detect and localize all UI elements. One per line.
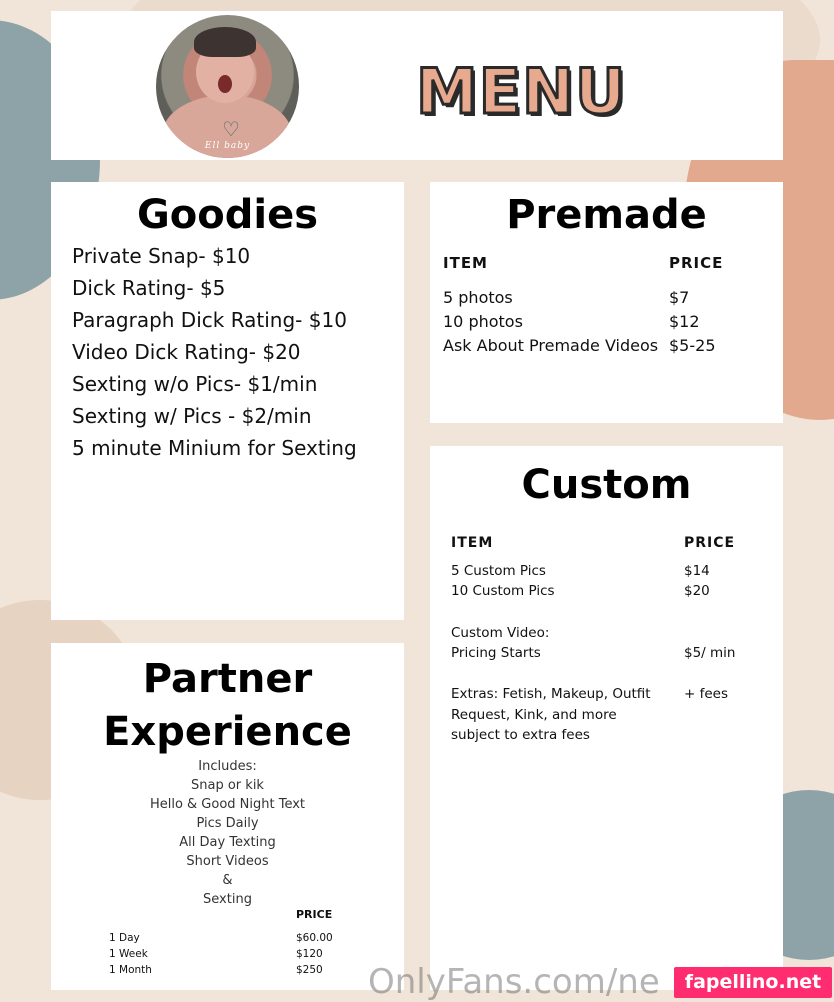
table-cell-item: 5 Custom Pics (451, 563, 546, 579)
premade-prices (669, 286, 716, 358)
table-cell-price: $12 (669, 312, 700, 331)
list-item: Sexting (203, 892, 252, 907)
partner-price-header: PRICE (296, 908, 333, 921)
list-item: Short Videos (186, 854, 269, 869)
list-item: Pics Daily (196, 816, 259, 831)
partner-card (51, 643, 404, 990)
goodies-list (72, 240, 357, 464)
list-item: Private Snap- $10 (72, 244, 251, 268)
list-item: Sexting w/ Pics - $2/min (72, 404, 312, 428)
premade-item-header: ITEM (443, 254, 488, 272)
premade-title: Premade (506, 192, 707, 238)
partner-includes-list (51, 757, 404, 909)
avatar-label: Ell baby (204, 141, 251, 151)
table-cell-price: + fees (684, 686, 729, 702)
table-cell-item: Ask About Premade Videos (443, 336, 659, 355)
table-cell-item: 1 Day (109, 932, 140, 944)
custom-extras-line: Request, Kink, and more (451, 707, 617, 723)
partner-title-line: Experience (103, 709, 352, 755)
list-item: & (222, 873, 233, 888)
brand-badge: fapellino.net (674, 967, 832, 998)
list-item: 5 minute Minium for Sexting (72, 436, 357, 460)
list-item: Includes: (198, 759, 257, 774)
list-item: All Day Texting (179, 835, 276, 850)
table-cell-item: 5 photos (443, 288, 513, 307)
site-watermark: OnlyFans.com/ne (368, 962, 660, 1002)
custom-title: Custom (521, 462, 692, 508)
page-title: MENU (416, 55, 627, 128)
goodies-title: Goodies (136, 192, 319, 238)
table-cell-price: $7 (669, 288, 690, 307)
table-cell-price: $60.00 (296, 932, 333, 944)
goodies-card (51, 182, 404, 620)
custom-extras-line: Extras: Fetish, Makeup, Outfit (451, 686, 651, 702)
table-cell-price: $5/ min (684, 645, 736, 661)
premade-card (430, 182, 783, 423)
partner-title (51, 653, 404, 759)
avatar-hair-shape (194, 27, 256, 57)
header-card (51, 11, 783, 160)
list-item: Sexting w/o Pics- $1/min (72, 372, 318, 396)
avatar (156, 15, 299, 158)
premade-items (443, 286, 658, 358)
table-cell-price: $20 (684, 583, 710, 599)
list-item: Hello & Good Night Text (149, 797, 306, 812)
heart-tattoo-icon: ♡ (222, 117, 240, 141)
list-item: Snap or kik (191, 778, 264, 793)
custom-video-label: Custom Video: (451, 625, 550, 641)
table-cell-price: $14 (684, 563, 710, 579)
partner-title-line: Partner (142, 656, 313, 702)
table-cell-item: Pricing Starts (451, 645, 541, 661)
table-cell-item: 10 photos (443, 312, 523, 331)
custom-card (430, 446, 783, 990)
custom-extras-line: subject to extra fees (451, 727, 590, 743)
list-item: Video Dick Rating- $20 (72, 340, 301, 364)
table-cell-item: 1 Month (109, 964, 152, 976)
custom-price-header: PRICE (684, 535, 736, 551)
table-cell-price: $120 (296, 948, 323, 960)
list-item: Paragraph Dick Rating- $10 (72, 308, 347, 332)
table-cell-item: 1 Week (109, 948, 148, 960)
custom-item-header: ITEM (451, 535, 494, 551)
list-item: Dick Rating- $5 (72, 276, 226, 300)
table-cell-price: $5-25 (669, 336, 716, 355)
premade-price-header: PRICE (669, 254, 724, 272)
avatar-mouth-shape (218, 75, 232, 93)
table-cell-item: 10 Custom Pics (451, 583, 555, 599)
table-cell-price: $250 (296, 964, 323, 976)
